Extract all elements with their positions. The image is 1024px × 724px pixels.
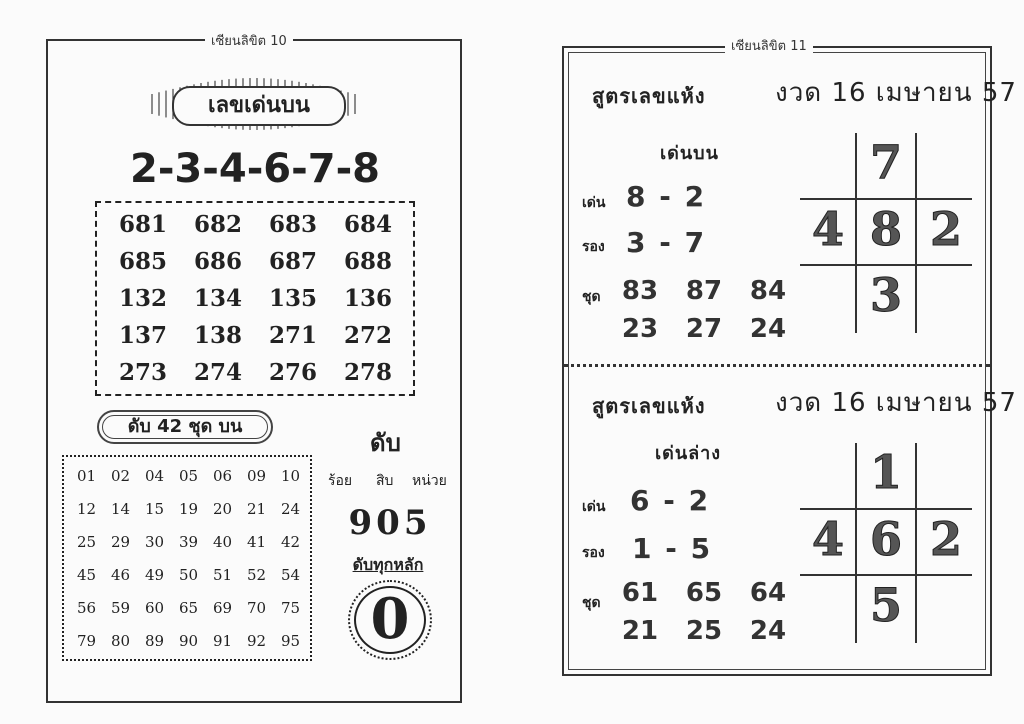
set-value: 87 [685,276,723,306]
triple-number: 135 [268,285,317,312]
pair-number: 75 [280,599,301,617]
pair-number: 51 [212,566,233,584]
pair-number: 09 [246,467,267,485]
pair-number: 60 [144,599,165,617]
cross-left-digit: 4 [811,512,844,566]
lead-value: 6 - 2 [630,484,711,517]
triple-number: 136 [343,285,392,312]
pair-number: 90 [178,632,199,650]
left-page-label: เซียนลิขิต 10 [205,30,293,51]
second-label: รอง [582,239,605,255]
triple-number: 134 [193,285,242,312]
cross-top-digit: 7 [869,135,902,189]
triple-number: 273 [118,359,167,386]
triple-number: 688 [343,248,392,275]
set-value: 25 [685,616,723,646]
triple-number: 687 [268,248,317,275]
triple-number: 684 [343,211,392,238]
cross-grid-line [800,508,972,510]
dub-all-digit: 0 [354,586,426,654]
set-value: 61 [621,578,659,608]
pair-number: 41 [246,533,267,551]
set-label: ชุด [582,289,601,305]
set-value: 24 [749,314,787,344]
cross-center-digit: 6 [869,512,902,566]
badge-title: เลขเด่นบน [172,86,346,126]
pair-number: 65 [178,599,199,617]
triple-number: 278 [343,359,392,386]
pair-number: 14 [110,500,131,518]
pair-number: 95 [280,632,301,650]
set-value: 21 [621,616,659,646]
pair-number: 15 [144,500,165,518]
pair-number: 29 [110,533,131,551]
pair-number: 12 [76,500,97,518]
pair-number: 50 [178,566,199,584]
pair-number: 70 [246,599,267,617]
lead-label: เด่น [582,499,606,515]
triple-number: 271 [268,322,317,349]
pairs-box [62,455,312,661]
set-value: 65 [685,578,723,608]
cross-grid-line [800,264,972,266]
pair-number: 42 [280,533,301,551]
triple-number: 682 [193,211,242,238]
right-page-label: เซียนลิขิต 11 [725,35,813,56]
set-value: 24 [749,616,787,646]
pair-number: 39 [178,533,199,551]
second-label: รอง [582,545,605,561]
draw-date: งวด 16 เมษายน 57 [775,388,1017,418]
cross-top-digit: 1 [869,445,902,499]
triple-number: 132 [118,285,167,312]
dub-heading: ดับ [370,429,401,457]
pair-number: 02 [110,467,131,485]
second-value: 1 - 5 [632,532,713,565]
lead-digits: 2-3-4-6-7-8 [130,146,380,192]
pair-number: 79 [76,632,97,650]
place-tens: สิบ [376,473,394,489]
triple-number: 686 [193,248,242,275]
set-value: 64 [749,578,787,608]
pair-number: 45 [76,566,97,584]
pair-number: 69 [212,599,233,617]
pair-number: 40 [212,533,233,551]
cross-right-digit: 2 [929,202,962,256]
cross-left-digit: 4 [811,202,844,256]
cross-grid-line [800,198,972,200]
cross-bottom-digit: 5 [869,578,902,632]
pair-number: 06 [212,467,233,485]
set-value: 84 [749,276,787,306]
dub-all-label: ดับทุกหลัก [352,555,424,574]
triple-number: 685 [118,248,167,275]
pair-number: 25 [76,533,97,551]
pair-number: 04 [144,467,165,485]
section-divider [564,364,990,367]
pair-number: 05 [178,467,199,485]
place-units: หน่วย [412,473,447,489]
formula-title: สูตรเลขแห้ง [592,84,706,108]
triple-number: 137 [118,322,167,349]
pair-number: 54 [280,566,301,584]
pair-number: 21 [246,500,267,518]
draw-date: งวด 16 เมษายน 57 [775,78,1017,108]
pair-number: 10 [280,467,301,485]
triple-number: 272 [343,322,392,349]
section-heading: เด่นล่าง [655,443,722,464]
triple-number: 274 [193,359,242,386]
section-heading: เด่นบน [660,143,719,164]
pair-number: 92 [246,632,267,650]
lead-label: เด่น [582,195,606,211]
cross-grid-line [800,574,972,576]
pair-number: 52 [246,566,267,584]
triple-number: 681 [118,211,167,238]
triples-box [95,201,415,396]
dub-number: 905 [348,503,432,543]
dub-sets-label: ดับ 42 ชุด บน [97,410,273,444]
set-value: 27 [685,314,723,344]
pair-number: 01 [76,467,97,485]
cross-right-digit: 2 [929,512,962,566]
lead-value: 8 - 2 [626,180,707,213]
pair-number: 91 [212,632,233,650]
pair-number: 56 [76,599,97,617]
pair-number: 24 [280,500,301,518]
triple-number: 138 [193,322,242,349]
set-value: 83 [621,276,659,306]
pair-number: 89 [144,632,165,650]
cross-center-digit: 8 [869,202,902,256]
second-value: 3 - 7 [626,226,707,259]
pair-number: 20 [212,500,233,518]
pair-number: 80 [110,632,131,650]
place-hundreds: ร้อย [328,473,353,489]
triple-number: 276 [268,359,317,386]
triple-number: 683 [268,211,317,238]
pair-number: 59 [110,599,131,617]
pair-number: 46 [110,566,131,584]
pair-number: 30 [144,533,165,551]
set-label: ชุด [582,595,601,611]
cross-bottom-digit: 3 [869,268,902,322]
pair-number: 49 [144,566,165,584]
pair-number: 19 [178,500,199,518]
formula-title: สูตรเลขแห้ง [592,394,706,418]
set-value: 23 [621,314,659,344]
